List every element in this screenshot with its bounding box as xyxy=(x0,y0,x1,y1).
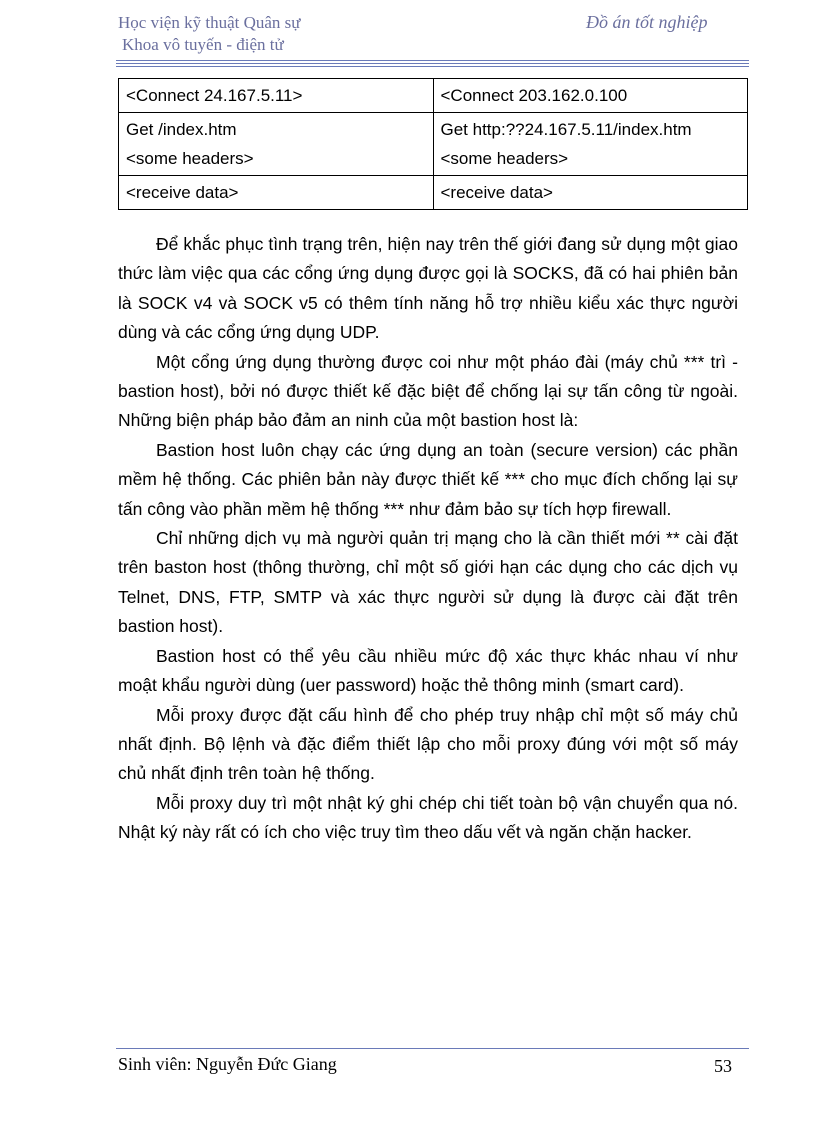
page-number: 53 xyxy=(714,1056,732,1076)
student-name: Sinh viên: Nguyễn Đức Giang xyxy=(118,1054,337,1074)
table-cell xyxy=(433,113,748,176)
table-cell: <receive data> xyxy=(119,176,434,210)
table-cell: <Connect 24.167.5.11> xyxy=(119,79,434,113)
header-divider xyxy=(116,66,749,67)
paragraph: Để khắc phục tình trạng trên, hiện nay trên thế giới đang sử dụng một giao thức làm việc qua các cổng ứng dụng được gọi là SOCKS, đã có hai phiên bản là SOCK v4 và SOCK v5 có thêm tính năng hỗ trợ nhiều kiểu xác thực người dùng và các cổng ứng dụng UDP. xyxy=(118,234,738,343)
institute-name: Học viện kỹ thuật Quân sự xyxy=(118,13,301,32)
table-row xyxy=(119,113,748,176)
paragraph: Chỉ những dịch vụ mà người quản trị mạng cho là cần thiết mới ** cài đặt trên baston host (thông thường, chỉ một số giới hạn các dụng cho các dịch vụ Telnet, DNS, FTP, SMTP và xác thực người sử dụng là được cài đặt trên bastion host). xyxy=(118,528,738,637)
paragraph: Mỗi proxy duy trì một nhật ký ghi chép chi tiết toàn bộ vận chuyển qua nó. Nhật ký này rất có ích cho việc truy tìm theo dấu vết và ngăn chặn hacker. xyxy=(118,792,738,843)
table-row xyxy=(119,79,748,113)
body-text xyxy=(118,230,738,848)
page-header-left xyxy=(118,12,300,56)
footer-divider xyxy=(116,1048,749,1049)
faculty-name: Khoa vô tuyến - điện tử xyxy=(122,35,284,54)
paragraph: Mỗi proxy được đặt cấu hình để cho phép truy nhập chỉ một số máy chủ nhất định. Bộ lệnh và đặc điểm thiết lập cho mỗi proxy đúng với một số máy chủ nhất định trên toàn hệ thống. xyxy=(118,704,738,784)
table-cell xyxy=(119,113,434,176)
paragraph: Bastion host luôn chạy các ứng dụng an toàn (secure version) các phần mềm hệ thống. Các phiên bản này được thiết kế *** cho mục đích chống lại sự tấn công vào phần mềm hệ thống *** như đảm bảo sự tích hợp firewall. xyxy=(118,439,738,519)
table-cell: <Connect 203.162.0.100 xyxy=(433,79,748,113)
paragraph: Một cổng ứng dụng thường được coi như một pháo đài (máy chủ *** trì - bastion host), bởi nó được thiết kế đặc biệt để chống lại sự tấn công từ ngoài. Những biện pháp bảo đảm an ninh của một bastion host là: xyxy=(118,351,738,431)
cell-line: <some headers> xyxy=(126,149,254,168)
proxy-request-table xyxy=(118,78,748,210)
table-row xyxy=(119,176,748,210)
header-divider xyxy=(116,63,749,64)
header-divider xyxy=(116,60,749,61)
paragraph: Bastion host có thể yêu cầu nhiều mức độ xác thực khác nhau ví như moật khẩu người dùng (uer password) hoặc thẻ thông minh (smart card). xyxy=(118,645,738,696)
table-cell: <receive data> xyxy=(433,176,748,210)
cell-line: Get http:??24.167.5.11/index.htm xyxy=(440,120,692,139)
document-type: Đồ án tốt nghiệp xyxy=(586,12,708,32)
cell-line: Get /index.htm xyxy=(126,120,237,139)
cell-line: <some headers> xyxy=(440,149,569,168)
